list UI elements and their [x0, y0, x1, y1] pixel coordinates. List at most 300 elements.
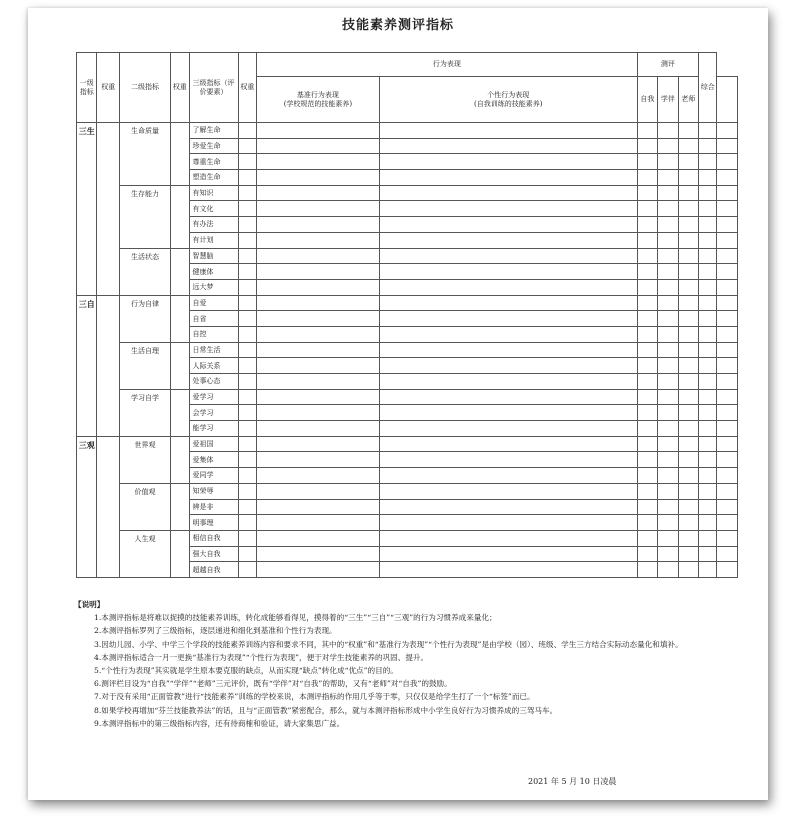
- empty-cell: [257, 201, 380, 217]
- empty-cell: [637, 295, 657, 311]
- note-item: 5.“个性行为表现”其实就是学生原本要克服的缺点，从而实现“缺点”转化成“优点”的目的。: [94, 666, 398, 676]
- empty-cell: [678, 421, 698, 437]
- level2-weight-cell: [171, 248, 189, 295]
- empty-cell: [699, 295, 717, 311]
- empty-cell: [238, 232, 256, 248]
- empty-cell: [717, 185, 738, 201]
- empty-cell: [379, 562, 637, 578]
- empty-cell: [699, 138, 717, 154]
- empty-cell: [238, 374, 256, 390]
- header-standard-sub: (学校规范的技能素养): [283, 99, 353, 108]
- level2-cell: 生命质量: [119, 123, 170, 186]
- empty-cell: [699, 515, 717, 531]
- empty-cell: [658, 515, 678, 531]
- empty-cell: [699, 421, 717, 437]
- empty-cell: [658, 279, 678, 295]
- empty-cell: [637, 154, 657, 170]
- empty-cell: [699, 358, 717, 374]
- empty-cell: [678, 232, 698, 248]
- empty-cell: [637, 170, 657, 186]
- table-row: [77, 295, 738, 311]
- empty-cell: [717, 279, 738, 295]
- empty-cell: [238, 530, 256, 546]
- empty-cell: [257, 405, 380, 421]
- empty-cell: [717, 358, 738, 374]
- empty-cell: [658, 483, 678, 499]
- empty-cell: [379, 138, 637, 154]
- empty-cell: [658, 421, 678, 437]
- empty-cell: [699, 185, 717, 201]
- empty-cell: [238, 468, 256, 484]
- empty-cell: [658, 436, 678, 452]
- level3-cell: 有知识: [189, 185, 238, 201]
- empty-cell: [678, 264, 698, 280]
- empty-cell: [257, 185, 380, 201]
- level1-cell: 三自: [77, 295, 97, 436]
- empty-cell: [637, 483, 657, 499]
- level1-weight-cell: [97, 123, 120, 296]
- empty-cell: [637, 515, 657, 531]
- empty-cell: [637, 436, 657, 452]
- empty-cell: [717, 326, 738, 342]
- empty-cell: [379, 468, 637, 484]
- empty-cell: [699, 123, 717, 139]
- level2-weight-cell: [171, 185, 189, 248]
- header-spacer: [717, 77, 738, 123]
- empty-cell: [238, 279, 256, 295]
- empty-cell: [637, 311, 657, 327]
- empty-cell: [257, 138, 380, 154]
- empty-cell: [379, 123, 637, 139]
- empty-cell: [257, 279, 380, 295]
- empty-cell: [658, 295, 678, 311]
- empty-cell: [238, 483, 256, 499]
- empty-cell: [678, 405, 698, 421]
- empty-cell: [678, 170, 698, 186]
- level3-cell: 知荣辱: [189, 483, 238, 499]
- empty-cell: [678, 342, 698, 358]
- empty-cell: [257, 546, 380, 562]
- note-item: 8.如果学校再增加“芬兰技能教养法”的话，且与“正面管教”紧密配合，那么，就与本测评指标形成中小学生良好行为习惯养成的三驾马车。: [94, 705, 558, 715]
- empty-cell: [658, 468, 678, 484]
- empty-cell: [699, 170, 717, 186]
- empty-cell: [637, 248, 657, 264]
- level3-cell: 有文化: [189, 201, 238, 217]
- empty-cell: [699, 405, 717, 421]
- empty-cell: [238, 201, 256, 217]
- empty-cell: [637, 530, 657, 546]
- empty-cell: [238, 154, 256, 170]
- level3-cell: 了解生命: [189, 123, 238, 139]
- empty-cell: [379, 515, 637, 531]
- empty-cell: [257, 515, 380, 531]
- empty-cell: [637, 452, 657, 468]
- empty-cell: [717, 546, 738, 562]
- level2-weight-cell: [171, 530, 189, 577]
- empty-cell: [379, 295, 637, 311]
- empty-cell: [678, 138, 698, 154]
- level2-cell: 人生观: [119, 530, 170, 577]
- level2-cell: 生活状态: [119, 248, 170, 295]
- empty-cell: [717, 217, 738, 233]
- level3-cell: 明事理: [189, 515, 238, 531]
- empty-cell: [379, 421, 637, 437]
- empty-cell: [658, 342, 678, 358]
- level2-cell: 行为自律: [119, 295, 170, 342]
- empty-cell: [238, 248, 256, 264]
- empty-cell: [658, 530, 678, 546]
- header-self: 自我: [637, 77, 657, 123]
- empty-cell: [699, 311, 717, 327]
- empty-cell: [257, 468, 380, 484]
- empty-cell: [238, 562, 256, 578]
- empty-cell: [717, 530, 738, 546]
- empty-cell: [678, 515, 698, 531]
- header-personal-sub: (自我训练的技能素养): [474, 99, 543, 108]
- empty-cell: [699, 452, 717, 468]
- empty-cell: [379, 530, 637, 546]
- header-weight2: 权重: [171, 53, 189, 123]
- level2-weight-cell: [171, 483, 189, 530]
- empty-cell: [379, 436, 637, 452]
- empty-cell: [717, 421, 738, 437]
- empty-cell: [257, 389, 380, 405]
- empty-cell: [678, 295, 698, 311]
- level3-cell: 塑造生命: [189, 170, 238, 186]
- empty-cell: [717, 248, 738, 264]
- empty-cell: [717, 138, 738, 154]
- empty-cell: [678, 358, 698, 374]
- level3-cell: 远大梦: [189, 279, 238, 295]
- empty-cell: [717, 499, 738, 515]
- empty-cell: [238, 123, 256, 139]
- empty-cell: [379, 311, 637, 327]
- empty-cell: [238, 389, 256, 405]
- empty-cell: [257, 342, 380, 358]
- empty-cell: [637, 468, 657, 484]
- level2-cell: 生活自理: [119, 342, 170, 389]
- empty-cell: [717, 264, 738, 280]
- level3-cell: 能学习: [189, 421, 238, 437]
- level2-weight-cell: [171, 436, 189, 483]
- empty-cell: [257, 264, 380, 280]
- level3-cell: 人际关系: [189, 358, 238, 374]
- table-row: [77, 389, 738, 405]
- empty-cell: [379, 358, 637, 374]
- header-standard: [257, 77, 380, 123]
- empty-cell: [379, 452, 637, 468]
- empty-cell: [678, 546, 698, 562]
- empty-cell: [699, 248, 717, 264]
- level3-cell: 爱集体: [189, 452, 238, 468]
- empty-cell: [678, 483, 698, 499]
- empty-cell: [658, 170, 678, 186]
- note-item: 6.测评栏目设为“自我”“学伴”“老师”三元评价，既有“学伴”对“自我”的帮助，又有“老师”对“自我”的鼓励。: [94, 679, 452, 689]
- empty-cell: [658, 374, 678, 390]
- empty-cell: [637, 405, 657, 421]
- header-personal: [379, 77, 637, 123]
- empty-cell: [637, 185, 657, 201]
- level1-cell: 三观: [77, 436, 97, 577]
- empty-cell: [678, 326, 698, 342]
- level3-cell: 爱祖国: [189, 436, 238, 452]
- header-level2: 二级指标: [119, 53, 170, 123]
- empty-cell: [379, 374, 637, 390]
- empty-cell: [257, 123, 380, 139]
- empty-cell: [257, 170, 380, 186]
- empty-cell: [379, 326, 637, 342]
- empty-cell: [678, 562, 698, 578]
- empty-cell: [637, 421, 657, 437]
- empty-cell: [637, 217, 657, 233]
- header-behavior: 行为表现: [257, 53, 638, 77]
- level3-cell: 相信自我: [189, 530, 238, 546]
- empty-cell: [658, 405, 678, 421]
- empty-cell: [699, 374, 717, 390]
- empty-cell: [699, 232, 717, 248]
- empty-cell: [658, 452, 678, 468]
- empty-cell: [699, 483, 717, 499]
- table-row: [77, 123, 738, 139]
- empty-cell: [717, 154, 738, 170]
- empty-cell: [238, 405, 256, 421]
- level2-weight-cell: [171, 389, 189, 436]
- empty-cell: [238, 342, 256, 358]
- level3-cell: 处事心态: [189, 374, 238, 390]
- empty-cell: [379, 217, 637, 233]
- empty-cell: [699, 468, 717, 484]
- empty-cell: [678, 530, 698, 546]
- empty-cell: [379, 389, 637, 405]
- empty-cell: [257, 421, 380, 437]
- empty-cell: [699, 562, 717, 578]
- empty-cell: [678, 217, 698, 233]
- level3-cell: 爱学习: [189, 389, 238, 405]
- document-date: 2021 年 5 月 10 日凌晨: [528, 777, 617, 786]
- empty-cell: [257, 483, 380, 499]
- empty-cell: [238, 452, 256, 468]
- level3-cell: 珍爱生命: [189, 138, 238, 154]
- header-personal-title: 个性行为表现: [487, 91, 530, 100]
- empty-cell: [717, 483, 738, 499]
- level1-weight-cell: [97, 295, 120, 436]
- empty-cell: [238, 264, 256, 280]
- empty-cell: [658, 201, 678, 217]
- empty-cell: [699, 279, 717, 295]
- empty-cell: [257, 358, 380, 374]
- level3-cell: 尊重生命: [189, 154, 238, 170]
- empty-cell: [658, 499, 678, 515]
- header-teacher: 老师: [678, 77, 698, 123]
- empty-cell: [658, 248, 678, 264]
- empty-cell: [699, 499, 717, 515]
- table-row: [77, 530, 738, 546]
- level3-cell: 强大自我: [189, 546, 238, 562]
- note-item: 2.本测评指标罗列了三级指标，逐层递进和细化到基准和个性行为表现。: [94, 626, 337, 636]
- note-item: 1.本测评指标是将难以捉摸的技能素养训练，转化成能够看得见，摸得着的“三生”“三自”“三观”的行为习惯养成来量化；: [94, 613, 497, 623]
- empty-cell: [637, 342, 657, 358]
- document-page: [28, 8, 768, 800]
- empty-cell: [637, 123, 657, 139]
- table-row: [77, 248, 738, 264]
- empty-cell: [379, 170, 637, 186]
- empty-cell: [379, 499, 637, 515]
- empty-cell: [658, 358, 678, 374]
- empty-cell: [658, 138, 678, 154]
- empty-cell: [238, 217, 256, 233]
- notes-title: 【说明】: [74, 600, 105, 609]
- empty-cell: [678, 279, 698, 295]
- empty-cell: [238, 311, 256, 327]
- empty-cell: [637, 374, 657, 390]
- empty-cell: [717, 374, 738, 390]
- empty-cell: [678, 248, 698, 264]
- empty-cell: [699, 546, 717, 562]
- empty-cell: [257, 217, 380, 233]
- empty-cell: [658, 232, 678, 248]
- header-peer: 学伴: [658, 77, 678, 123]
- level3-cell: 有办法: [189, 217, 238, 233]
- empty-cell: [637, 138, 657, 154]
- empty-cell: [637, 389, 657, 405]
- empty-cell: [257, 436, 380, 452]
- header-weight3: 权重: [238, 53, 256, 123]
- empty-cell: [699, 264, 717, 280]
- header-standard-title: 基准行为表现: [296, 91, 339, 100]
- empty-cell: [658, 389, 678, 405]
- level2-cell: 生存能力: [119, 185, 170, 248]
- level3-cell: 日常生活: [189, 342, 238, 358]
- empty-cell: [257, 154, 380, 170]
- empty-cell: [658, 154, 678, 170]
- note-item: 3.因幼儿园、小学、中学三个学段的技能素养训练内容和要求不同，其中的“权重”和“基准行为表现”“个性行为表现”是由学校（园）、班级、学生三方结合实际动态量化和填补。: [94, 639, 683, 649]
- empty-cell: [678, 436, 698, 452]
- level2-weight-cell: [171, 342, 189, 389]
- empty-cell: [238, 185, 256, 201]
- empty-cell: [658, 217, 678, 233]
- note-item: 9.本测评指标中的第三级指标内容，还有待商榷和验证，请大家集思广益。: [94, 718, 345, 728]
- empty-cell: [257, 499, 380, 515]
- empty-cell: [238, 546, 256, 562]
- empty-cell: [257, 248, 380, 264]
- level3-cell: 会学习: [189, 405, 238, 421]
- empty-cell: [717, 468, 738, 484]
- empty-cell: [717, 342, 738, 358]
- empty-cell: [717, 123, 738, 139]
- header-level1: 一级指标: [77, 53, 97, 123]
- empty-cell: [238, 358, 256, 374]
- empty-cell: [379, 185, 637, 201]
- empty-cell: [379, 279, 637, 295]
- table-row: [77, 185, 738, 201]
- empty-cell: [238, 326, 256, 342]
- empty-cell: [257, 295, 380, 311]
- table-row: [77, 436, 738, 452]
- empty-cell: [717, 562, 738, 578]
- notes-section: [74, 598, 732, 730]
- empty-cell: [699, 217, 717, 233]
- note-item: 7.对于没有采用“正面管教”进行“技能素养”训练的学校来说，本测评指标的作用几乎等于零，只仅仅是给学生打了一个“标签”而已。: [94, 692, 535, 702]
- header-weight: 权重: [97, 53, 120, 123]
- empty-cell: [257, 452, 380, 468]
- empty-cell: [637, 562, 657, 578]
- empty-cell: [379, 483, 637, 499]
- empty-cell: [379, 264, 637, 280]
- empty-cell: [257, 326, 380, 342]
- empty-cell: [257, 530, 380, 546]
- empty-cell: [678, 185, 698, 201]
- level2-cell: 学习自学: [119, 389, 170, 436]
- empty-cell: [257, 562, 380, 578]
- empty-cell: [678, 389, 698, 405]
- level3-cell: 健康体: [189, 264, 238, 280]
- level2-cell: 价值观: [119, 483, 170, 530]
- empty-cell: [379, 342, 637, 358]
- empty-cell: [678, 499, 698, 515]
- empty-cell: [717, 515, 738, 531]
- header-overall: 综合: [699, 53, 717, 123]
- level3-cell: 辨是非: [189, 499, 238, 515]
- document-title: 技能素养测评指标: [341, 18, 454, 33]
- empty-cell: [717, 436, 738, 452]
- level2-weight-cell: [171, 295, 189, 342]
- empty-cell: [678, 123, 698, 139]
- empty-cell: [238, 436, 256, 452]
- note-item: 4.本测评指标适合一月一更换“基准行为表现”“个性行为表现”，便于对学生技能素养的巩固、提升。: [94, 652, 429, 662]
- empty-cell: [257, 232, 380, 248]
- empty-cell: [637, 232, 657, 248]
- empty-cell: [637, 326, 657, 342]
- level3-cell: 自控: [189, 326, 238, 342]
- empty-cell: [238, 499, 256, 515]
- empty-cell: [238, 295, 256, 311]
- indicator-table: [76, 52, 738, 578]
- level3-cell: 自爱: [189, 295, 238, 311]
- empty-cell: [637, 264, 657, 280]
- empty-cell: [717, 295, 738, 311]
- level3-cell: 有计划: [189, 232, 238, 248]
- table-row: [77, 483, 738, 499]
- empty-cell: [678, 311, 698, 327]
- empty-cell: [379, 405, 637, 421]
- empty-cell: [717, 389, 738, 405]
- empty-cell: [257, 311, 380, 327]
- empty-cell: [637, 546, 657, 562]
- empty-cell: [717, 311, 738, 327]
- empty-cell: [699, 326, 717, 342]
- empty-cell: [379, 154, 637, 170]
- empty-cell: [238, 515, 256, 531]
- level2-cell: 世界观: [119, 436, 170, 483]
- empty-cell: [678, 468, 698, 484]
- empty-cell: [238, 170, 256, 186]
- empty-cell: [699, 342, 717, 358]
- empty-cell: [637, 201, 657, 217]
- level3-cell: 超越自我: [189, 562, 238, 578]
- empty-cell: [717, 405, 738, 421]
- empty-cell: [678, 154, 698, 170]
- empty-cell: [717, 452, 738, 468]
- level1-weight-cell: [97, 436, 120, 577]
- empty-cell: [699, 530, 717, 546]
- empty-cell: [678, 201, 698, 217]
- empty-cell: [658, 546, 678, 562]
- level1-cell: 三生: [77, 123, 97, 296]
- empty-cell: [658, 264, 678, 280]
- empty-cell: [699, 154, 717, 170]
- level3-cell: 智慧脑: [189, 248, 238, 264]
- empty-cell: [658, 326, 678, 342]
